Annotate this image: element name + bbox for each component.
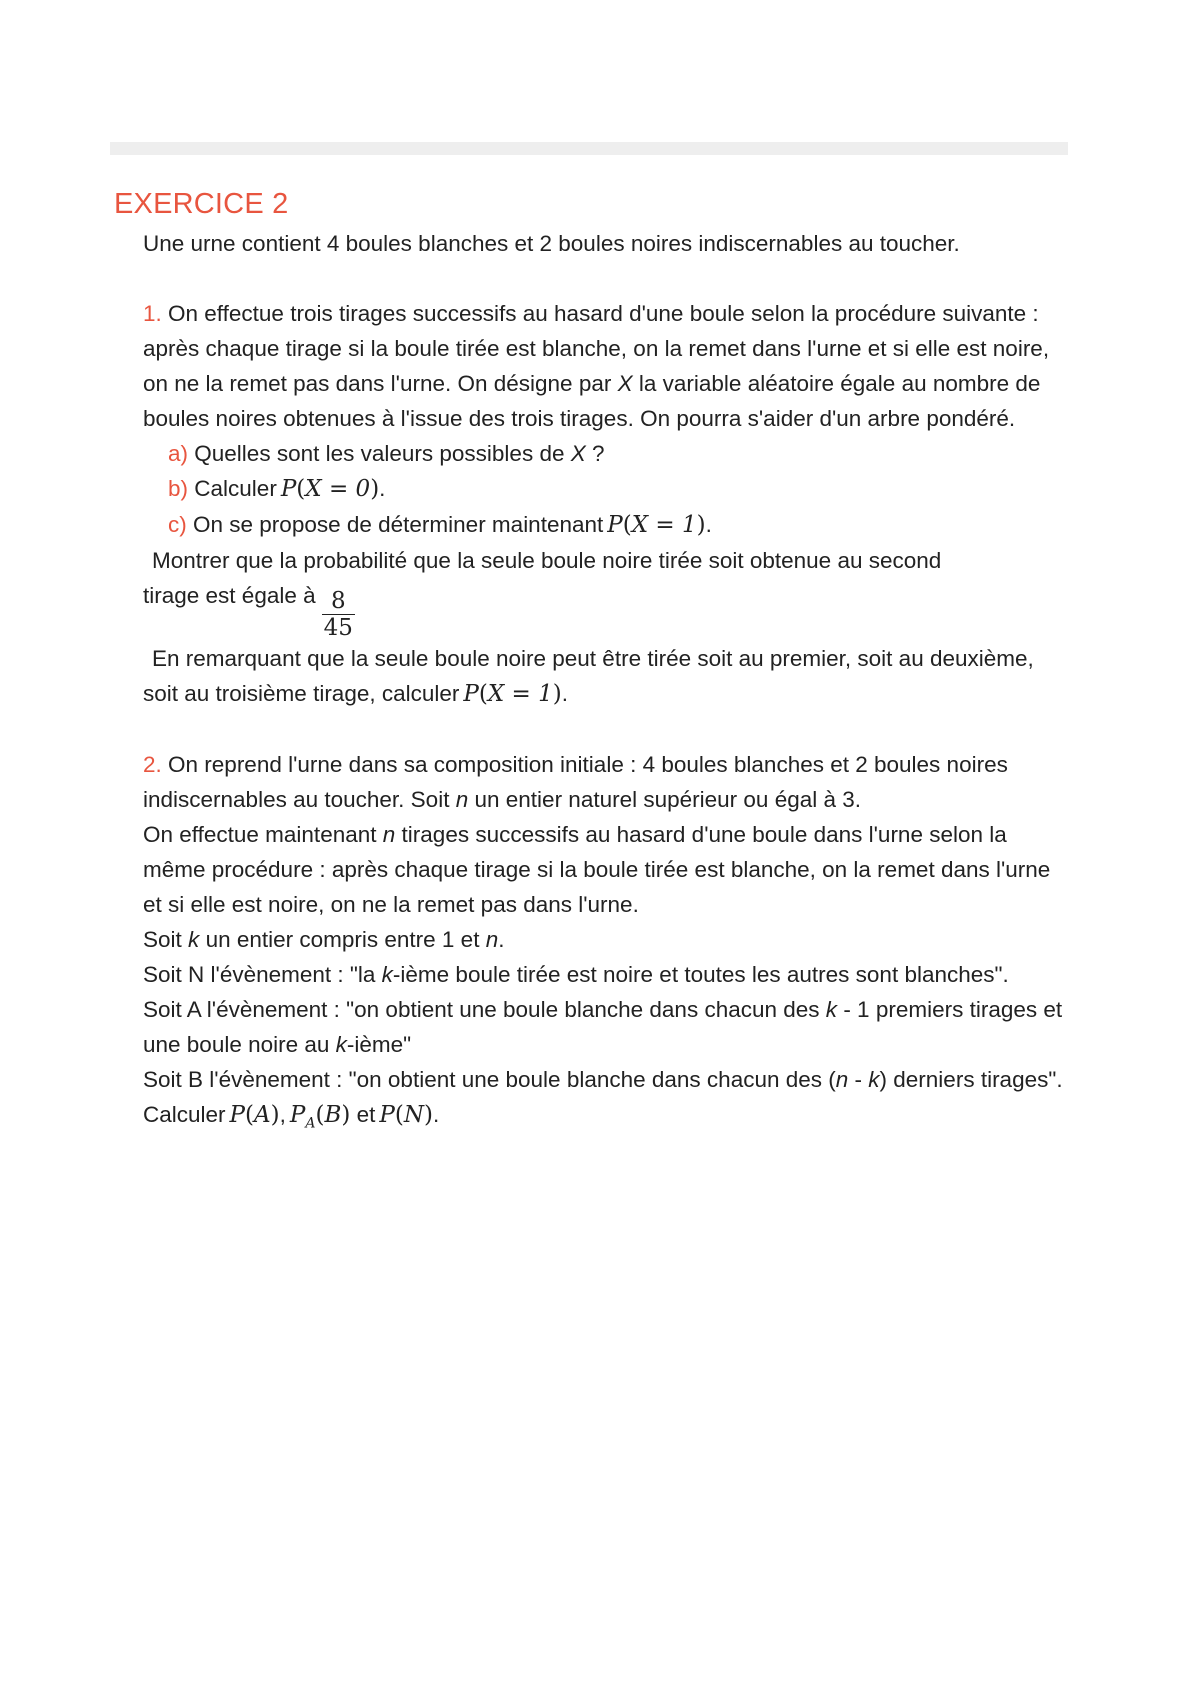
question-2-k-definition: Soit k un entier compris entre 1 et n. xyxy=(143,927,505,952)
question-2-paragraph: 2. On reprend l'urne dans sa composition initiale : 4 boules blanches et 2 boules noires indiscernables au toucher. Soit n un entier naturel supérieur ou égal à 3. xyxy=(143,752,1008,812)
question-1-show: Montrer que la probabilité que la seule boule noire tirée soit obtenue au second xyxy=(152,548,942,573)
question-1-paragraph: 1. On effectue trois tirages successifs au hasard d'une boule selon la procédure suivante : après chaque tirage si la boule tirée est blanche, on la remet dans l'urne et si elle est noire, on ne la remet pas dans l'urne. On désigne par X la variable aléatoire égale au nombre de boules noires obtenues à l'issue des trois tirages. On pourra s'aider d'un arbre pondéré. xyxy=(143,301,1050,431)
math-p-x-0: P(X = 0) xyxy=(280,476,380,502)
question-1-fraction-line: tirage est égale à $\frac{8}{45}$ xyxy=(143,583,353,641)
question-2-event-a: Soit A l'évènement : "on obtient une boule blanche dans chacun des k - 1 premiers tirages et une boule noire au k-ième" xyxy=(143,997,1063,1057)
question-2-number: 2. xyxy=(143,752,162,777)
math-p-x-1-remark: P(X = 1) xyxy=(463,681,562,707)
question-1c: c) On se propose de déterminer maintenant P(X = 1). xyxy=(168,512,712,538)
exercise-body xyxy=(143,226,1063,1142)
question-2-calculate: Calculer P(A), $P_A(B)$ et P(N). xyxy=(143,1102,440,1132)
math-p-a: P(A) xyxy=(229,1102,280,1128)
question-1a: a) Quelles sont les valeurs possibles de X ? xyxy=(168,441,605,466)
intro-paragraph: Une urne contient 4 boules blanches et 2 boules noires indiscernables au toucher. xyxy=(143,231,960,256)
question-2-procedure: On effectue maintenant n tirages successifs au hasard d'une boule dans l'urne selon la même procédure : après chaque tirage si la boule tirée est blanche, on la remet dans l'urne et si elle est noire, on ne la remet pas dans l'urne. xyxy=(143,822,1051,917)
fraction-8-45: $\frac{8}{45}$ xyxy=(323,588,353,641)
question-1-number: 1. xyxy=(143,301,162,326)
question-2-event-n: Soit N l'évènement : "la k-ième boule tirée est noire et toutes les autres sont blanches". xyxy=(143,962,1009,987)
top-divider xyxy=(110,142,1068,155)
question-2-event-b: Soit B l'évènement : "on obtient une boule blanche dans chacun des (n - k) derniers tirages". xyxy=(143,1067,1063,1092)
math-p-x-1: P(X = 1) xyxy=(607,512,706,538)
math-pa-b: $P_A(B)$ xyxy=(289,1102,351,1132)
question-1-remark: En remarquant que la seule boule noire peut être tirée soit au premier, soit au deuxième, soit au troisième tirage, calculer P(X = 1). xyxy=(143,646,1034,707)
exercise-title: EXERCICE 2 xyxy=(114,188,289,220)
question-1b: b) Calculer P(X = 0). xyxy=(168,476,386,502)
math-p-n: P(N) xyxy=(379,1102,433,1128)
